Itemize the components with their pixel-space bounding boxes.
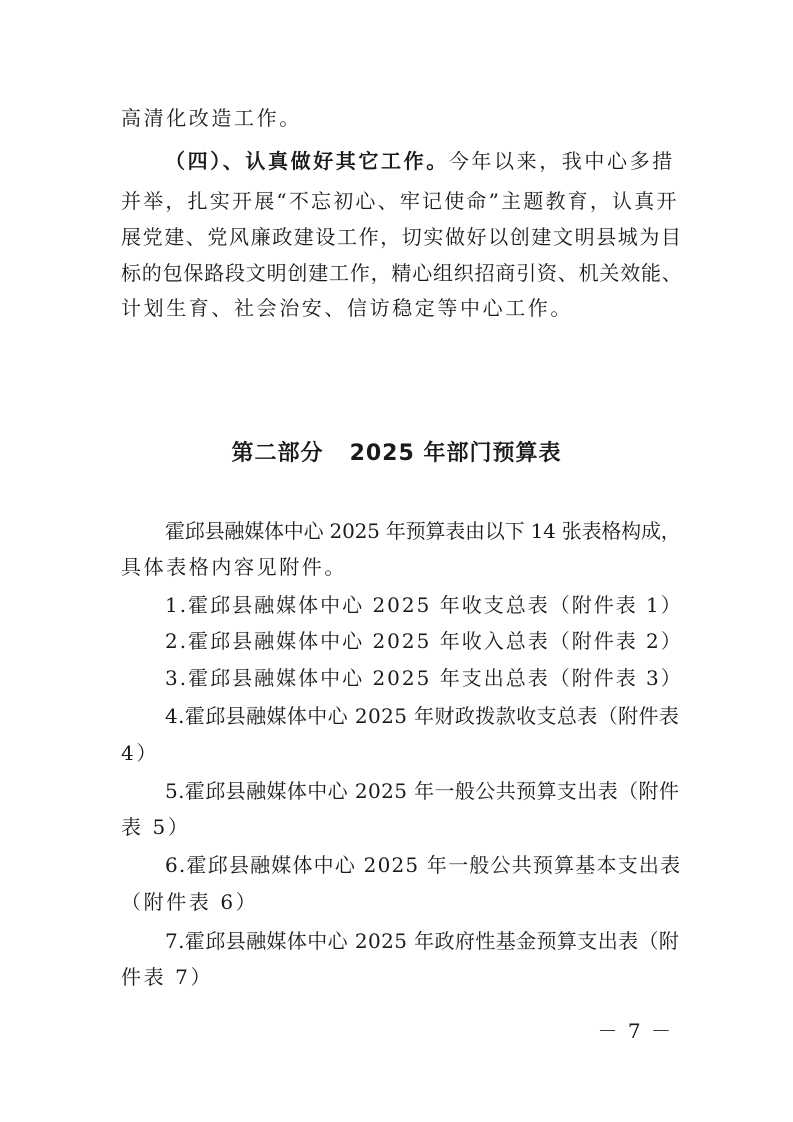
list-item: 2.霍邱县融媒体中心 2025 年收入总表（附件表 2）: [165, 629, 683, 653]
paragraph-text: 今年以来，我中心多措: [448, 149, 675, 173]
list-item: 3.霍邱县融媒体中心 2025 年支出总表（附件表 3）: [165, 666, 683, 690]
paragraph-line: 计划生育、社会治安、信访稳定等中心工作。: [121, 296, 573, 320]
list-item: 4.霍邱县融媒体中心 2025 年财政拨款收支总表（附件表: [165, 704, 680, 728]
part-title: [0, 438, 793, 470]
list-item-continued: 件表 7）: [121, 965, 214, 989]
paragraph-line: 并举，扎实开展“不忘初心、牢记使命”主题教育，认真开: [121, 189, 679, 213]
paragraph-line: 标的包保路段文明创建工作，精心组织招商引资、机关效能、: [121, 261, 683, 285]
list-item: 5.霍邱县融媒体中心 2025 年一般公共预算支出表（附件: [165, 779, 680, 803]
list-item: 1.霍邱县融媒体中心 2025 年收支总表（附件表 1）: [165, 593, 683, 617]
paragraph-line: 展党建、党风廉政建设工作，切实做好以创建文明县城为目: [121, 225, 683, 249]
paragraph-line: 具体表格内容见附件。: [121, 555, 347, 579]
paragraph-line: 高清化改造工作。: [121, 106, 302, 130]
list-item-continued: 表 5）: [121, 815, 191, 839]
list-item-continued: （附件表 6）: [121, 890, 259, 914]
list-item-continued: 4）: [121, 741, 159, 765]
part-title-prefix: 第二部分: [231, 441, 324, 466]
paragraph-line: [165, 146, 675, 176]
section-subheading: （四）、认真做好其它工作。: [165, 149, 449, 173]
part-title-main: 2025 年部门预算表: [349, 441, 562, 466]
list-item: 7.霍邱县融媒体中心 2025 年政府性基金预算支出表（附: [165, 929, 680, 953]
page-number: － 7 －: [597, 1019, 673, 1043]
list-item: 6.霍邱县融媒体中心 2025 年一般公共预算基本支出表: [165, 853, 682, 877]
paragraph-line: 霍邱县融媒体中心 2025 年预算表由以下 14 张表格构成，: [165, 519, 681, 543]
